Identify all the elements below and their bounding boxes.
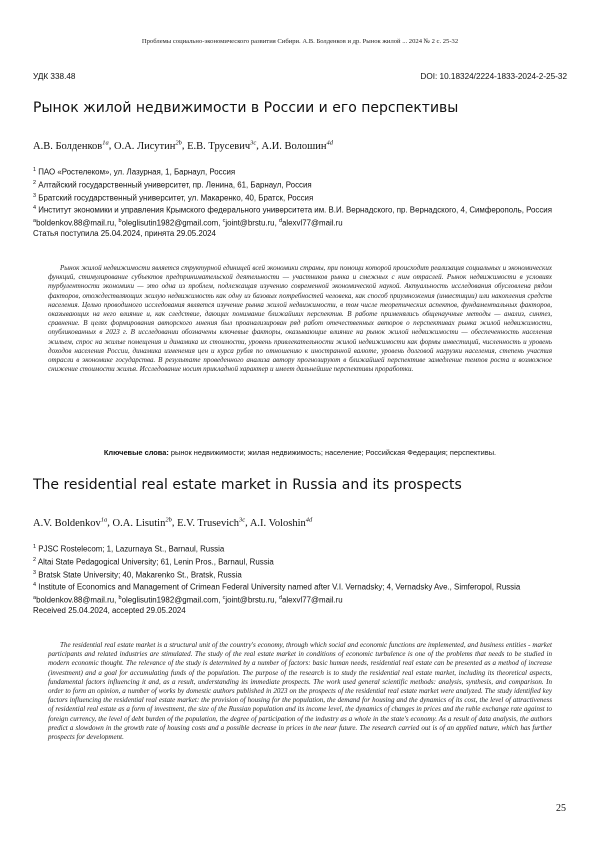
ru-author: А.И. Волошин$^{4d}$ xyxy=(261,139,333,152)
en-author: O.A. Lisutin$^{2b}$ xyxy=(112,516,172,529)
en-affiliations xyxy=(33,542,567,616)
en-author: A.V. Boldenkov$^{1a}$ xyxy=(33,516,108,529)
email-link[interactable]: alexvl77@mail.ru xyxy=(282,595,343,605)
ru-affiliation: $^2$ Алтайский государственный университет, пр. Ленина, 61, Барнаул, Россия xyxy=(33,179,312,190)
doi: DOI: 10.18324/2224-1833-2024-2-25-32 xyxy=(420,72,567,81)
en-title: The residential real estate market in Russia and its prospects xyxy=(33,477,462,493)
en-affiliation: $^4$ Institute of Economics and Management of Crimean Federal University named after V.I. Vernadsky; 4, Vernadsky Ave., Simferopol, Russia xyxy=(33,582,521,593)
page-number: 25 xyxy=(556,803,566,814)
en-authors: A.V. Boldenkov$^{1a}$, O.A. Lisutin$^{2b}$, E.V. Trusevich$^{3c}$, A.I. Voloshin$^{4d}$ xyxy=(33,516,313,529)
email-link[interactable]: oleglisutin1982@gmail.com xyxy=(121,595,219,605)
ru-emails: $^a$boldenkov.88@mail.ru, $^b$oleglisutin1982@gmail.com, $^c$joint@brstu.ru, $^d$alexvl77@mail.ru xyxy=(33,218,343,228)
ru-abstract: Рынок жилой недвижимости является структурной единицей всей экономики страны, при помощи которой происходит реализация социальных и экономических функций, стимулирование субъектов предпринимательской деятельности — участников рынка и смежных с ним отраслей. Рынок недвижимости в условиях турбулентности экономики — это одна из проблем, подлежащая изучению современной экономической наукой. Актуальность исследования обусловлена рядом факторов, отождествляющих жилую недвижимость как одну из базовых потребностей человека, как способ приумножения (инвестиции) или накопления средств населения. Целью проводимого исследования является изучение рынка жилой недвижимости, в том числе теоретических аспектов, фундаментальных факторов, оказывающих на него влияние и, как следствие, дающих понимание ближайших перспектив. В работе применялись общенаучные методы — анализ, синтез, сравнение. В целях формирования авторского мнения был проанализирован ряд работ отечественных авторов о перспективах рынка жилой недвижимости, опубликованных в 2023 г. В исследовании обозначены ключевые факторы, оказывающие влияние на рынок жилой недвижимости — обеспеченность населения жильем, спрос на жилые помещения и динамика их стоимости, уровень привлекательности жилой недвижимости как формы инвестиций, численность и уровень доходов населения России, динамика изменения цен и курса рубля по отношению к иностранной валюте, уровень долговой нагрузки населения, степень участия отрасли в экономике государства. В результате проведенного анализа автору прогнозируют в ближайшей перспективе замедление темпов роста и возможное снижение стоимости жилья. Исследование носит прикладной характер и имеет дальнейшие перспективы проработки. xyxy=(48,264,552,374)
ru-keywords xyxy=(33,448,567,457)
email-link[interactable]: joint@brstu.ru xyxy=(225,595,275,605)
ru-affiliation: $^4$ Институт экономики и управления Крымского федерального университета им. В.И. Вернадского, пр. Вернадского, 4, Симферополь, Россия xyxy=(33,205,552,216)
en-affiliation: $^2$ Altai State Pedagogical University; 61, Lenin Pros., Barnaul, Russia xyxy=(33,556,274,567)
email-link[interactable]: boldenkov.88@mail.ru xyxy=(36,218,115,228)
ru-authors: А.В. Болденков$^{1a}$, О.А. Лисутин$^{2b}$, Е.В. Трусевич$^{3c}$, А.И. Волошин$^{4d}$ xyxy=(33,139,333,152)
ru-affiliations xyxy=(33,165,567,239)
en-author: A.I. Voloshin$^{4d}$ xyxy=(249,516,313,529)
email-link[interactable]: joint@brstu.ru xyxy=(225,218,275,228)
email-link[interactable]: alexvl77@mail.ru xyxy=(282,218,343,228)
ru-affiliation: $^3$ Братский государственный университет, ул. Макаренко, 40, Братск, Россия xyxy=(33,192,314,203)
article-meta xyxy=(33,72,567,84)
keywords-list: рынок недвижимости; жилая недвижимость; население; Российская Федерация; перспективы. xyxy=(170,448,497,457)
en-affiliation: $^3$ Bratsk State University; 40, Makarenko St., Bratsk, Russia xyxy=(33,569,242,580)
en-author: E.V. Trusevich$^{3c}$ xyxy=(177,516,246,529)
ru-title: Рынок жилой недвижимости в России и его перспективы xyxy=(33,100,459,116)
ru-author: О.А. Лисутин$^{2b}$ xyxy=(114,139,182,152)
udc-code: УДК 338.48 xyxy=(33,72,76,81)
email-link[interactable]: boldenkov.88@mail.ru xyxy=(36,595,115,605)
en-emails: $^a$boldenkov.88@mail.ru, $^b$oleglisutin1982@gmail.com, $^c$joint@brstu.ru, $^d$alexvl77@mail.ru xyxy=(33,595,343,605)
ru-affiliation: $^1$ ПАО «Ростелеком», ул. Лазурная, 1, Барнаул, Россия xyxy=(33,167,236,177)
keywords-label: Ключевые слова: xyxy=(103,448,169,457)
email-link[interactable]: oleglisutin1982@gmail.com xyxy=(121,218,219,228)
running-head: Проблемы социально-экономического развития Сибири. А.В. Болденков и др. Рынок жилой ... 2024 № 2 с. 25-32 xyxy=(141,38,459,45)
en-received: Received 25.04.2024, accepted 29.05.2024 xyxy=(33,606,186,616)
en-affiliation: $^1$ PJSC Rostelecom; 1, Lazurnaya St., Barnaul, Russia xyxy=(33,544,225,554)
ru-received: Статья поступила 25.04.2024, принята 29.05.2024 xyxy=(33,229,216,239)
ru-author: Е.В. Трусевич$^{3c}$ xyxy=(187,139,257,152)
ru-author: А.В. Болденков$^{1a}$ xyxy=(33,139,109,152)
en-abstract: The residential real estate market is a structural unit of the country's economy, through which social and economic functions are implemented, and business entities - market participants and related industries are stimulated. The study of the real estate market in conditions of economic turbulence is one of the problems that needs to be studied in modern economic thought. The relevance of the study is determined by a number of factors: basic human needs, residential real estate can be presented as a method of increase (investment) and a goal for accumulating funds of the population. The purpose of the research is to study the residential real estate market, including its theoretical aspects, fundamental factors influencing it and, as a result, understanding its immediate prospects. The work used general scientific methods: analysis, synthesis, and comparison. In order to form an opinion, a number of works by domestic authors published in 2023 on the prospects of the residential real estate market were analyzed. The study identified key factors influencing the residential real estate market: the provision of housing for the population, the demand for housing and the dynamics of its cost, the level of attractiveness of residential real estate as a form of investment, the size of the Russian population and its income level, the dynamics of changes in prices and the ruble exchange rate against to foreign currency, the level of debt burden of the population, the degree of participation of the industry as a whole in the state's economy. As a result of data analysis, the authors predict a slowdown in the growth rate of housing costs and a possible decrease in prices in the near future. The research carried out is of an applied nature, which has further prospects for development. xyxy=(48,641,552,742)
